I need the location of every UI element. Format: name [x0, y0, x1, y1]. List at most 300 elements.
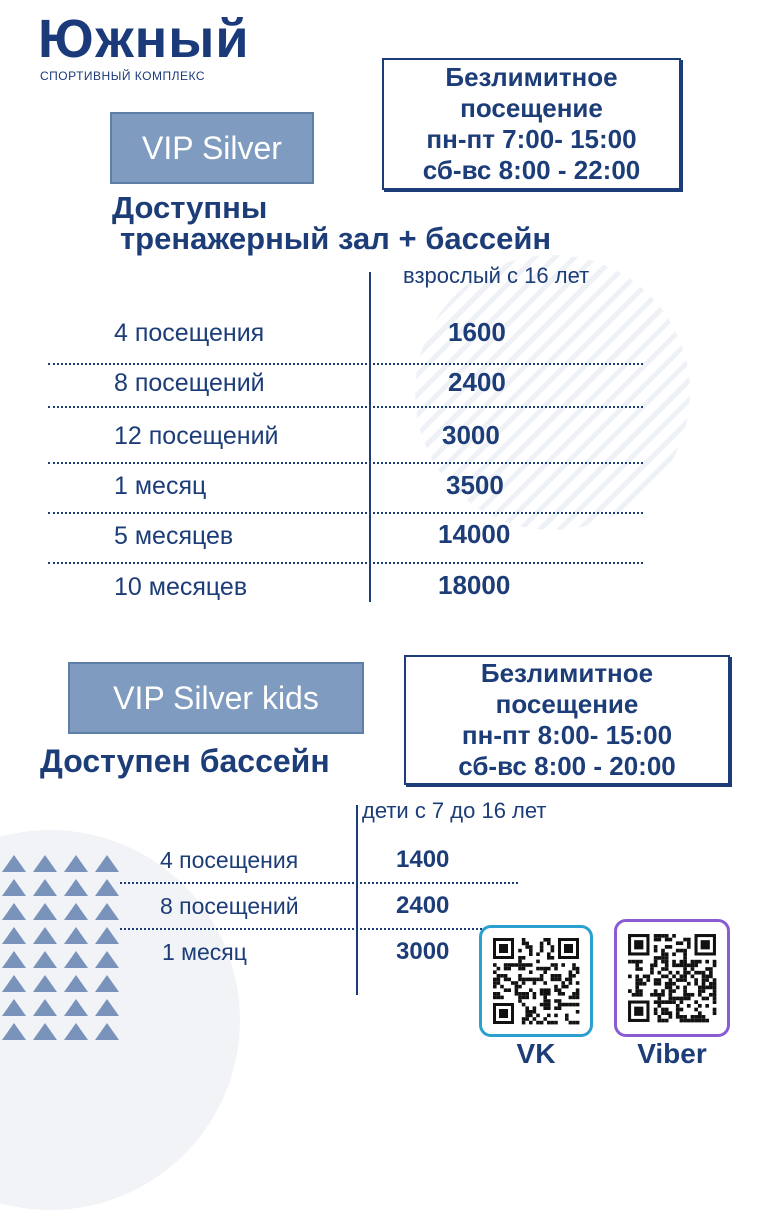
qr-module [540, 967, 544, 971]
silver-schedule-line: Безлимитное [445, 62, 618, 92]
qr-module [669, 993, 673, 997]
row-price: 3500 [446, 470, 504, 500]
qr-module [705, 1004, 709, 1008]
qr-module [507, 963, 511, 967]
qr-module [504, 978, 508, 982]
qr-module [533, 992, 537, 996]
triangle-shape [95, 903, 119, 920]
qr-module [683, 1019, 687, 1023]
qr-module [683, 963, 687, 967]
qr-module [554, 967, 558, 971]
qr-module [628, 960, 632, 964]
qr-module [661, 993, 665, 997]
qr-module [540, 988, 544, 992]
qr-module [691, 963, 695, 967]
qr-module [683, 960, 687, 964]
row-label: 4 посещения [114, 319, 265, 347]
qr-module [525, 945, 529, 949]
qr-module [632, 960, 636, 964]
qr-module [533, 1017, 537, 1021]
qr-module [709, 967, 713, 971]
qr-module [672, 963, 676, 967]
qr-module [669, 997, 673, 1001]
qr-module [635, 967, 639, 971]
qr-module [525, 978, 529, 982]
table-row [48, 364, 643, 408]
row-label: 12 посещений [114, 422, 279, 450]
qr-module [672, 960, 676, 964]
qr-module [536, 952, 540, 956]
qr-module [493, 970, 497, 974]
qr-module [661, 960, 665, 964]
qr-module [676, 1015, 680, 1019]
qr-module [518, 956, 522, 960]
qr-module [665, 1011, 669, 1015]
silver-heading-line1: Доступны [112, 190, 268, 225]
triangle-shape [2, 1023, 26, 1040]
triangle-shape [64, 855, 88, 872]
qr-module [669, 986, 673, 990]
qr-module [547, 1006, 551, 1010]
triangle-shape [2, 951, 26, 968]
qr-module [572, 963, 576, 967]
qr-module [551, 978, 555, 982]
qr-module [713, 989, 717, 993]
qr-module [493, 992, 497, 996]
qr-module [493, 985, 497, 989]
qr-module [672, 982, 676, 986]
qr-module [713, 997, 717, 1001]
qr-module [547, 942, 551, 946]
triangle-shape [33, 951, 57, 968]
qr-module [554, 974, 558, 978]
qr-module [691, 1019, 695, 1023]
qr-module [713, 982, 717, 986]
qr-module [576, 1010, 580, 1014]
qr-code-icon [492, 937, 580, 1025]
qr-finder-inner [499, 944, 508, 953]
qr-module [639, 978, 643, 982]
qr-module [628, 989, 632, 993]
qr-module [691, 975, 695, 979]
qr-module [657, 971, 661, 975]
qr-module [522, 992, 526, 996]
vip-silver-kids-tag-label: VIP Silver kids [113, 679, 319, 716]
triangle-shape [95, 975, 119, 992]
qr-module [669, 1011, 673, 1015]
qr-module [497, 974, 501, 978]
qr-module [569, 970, 573, 974]
qr-module [518, 978, 522, 982]
qr-module [533, 996, 537, 1000]
kids-schedule-line: Безлимитное [480, 658, 654, 688]
qr-module [576, 1021, 580, 1025]
qr-module [698, 960, 702, 964]
qr-module [713, 960, 717, 964]
qr-module [576, 996, 580, 1000]
triangle-shape [64, 999, 88, 1016]
qr-module [665, 967, 669, 971]
triangle-shape [33, 903, 57, 920]
qr-module [680, 975, 684, 979]
qr-module [635, 993, 639, 997]
qr-module [657, 1019, 661, 1023]
qr-module [665, 1000, 669, 1004]
qr-module [694, 1015, 698, 1019]
table-row [48, 464, 643, 514]
qr-module [547, 956, 551, 960]
vip-silver-tag-label: VIP Silver [142, 129, 282, 166]
qr-module [683, 986, 687, 990]
triangle-shape [33, 1023, 57, 1040]
qr-module [518, 949, 522, 953]
qr-module [661, 1000, 665, 1004]
qr-module [683, 967, 687, 971]
qr-module [547, 967, 551, 971]
qr-finder-inner [564, 944, 573, 953]
qr-module [680, 960, 684, 964]
qr-module [569, 996, 573, 1000]
qr-module [654, 938, 658, 942]
kids-schedule-line: сб-вс 8:00 - 20:00 [458, 751, 676, 781]
vk-label: VK [516, 1038, 556, 1069]
qr-module [493, 996, 497, 1000]
triangle-shape [2, 903, 26, 920]
qr-module [691, 993, 695, 997]
qr-module [713, 1011, 717, 1015]
qr-module [643, 982, 647, 986]
qr-module [698, 1019, 702, 1023]
qr-module [687, 938, 691, 942]
qr-module [683, 952, 687, 956]
qr-module [576, 1003, 580, 1007]
qr-module [683, 949, 687, 953]
qr-module [543, 992, 547, 996]
qr-module [547, 1014, 551, 1018]
qr-module [654, 949, 658, 953]
qr-module [646, 978, 650, 982]
qr-module [547, 1021, 551, 1025]
qr-module [529, 978, 533, 982]
qr-module [694, 1008, 698, 1012]
qr-module [522, 956, 526, 960]
qr-module [529, 949, 533, 953]
qr-module [705, 986, 709, 990]
triangle-shape [2, 879, 26, 896]
qr-module [698, 993, 702, 997]
qr-module [561, 981, 565, 985]
qr-module [669, 945, 673, 949]
silver-schedule-line: сб-вс 8:00 - 22:00 [422, 155, 641, 185]
qr-module [543, 1006, 547, 1010]
qr-module [522, 1021, 526, 1025]
qr-module [533, 981, 537, 985]
qr-module [676, 986, 680, 990]
triangle-shape [95, 1023, 119, 1040]
vk-qr-code[interactable] [479, 925, 593, 1037]
qr-module [680, 1019, 684, 1023]
qr-module [529, 963, 533, 967]
qr-module [525, 963, 529, 967]
triangle-shape [2, 855, 26, 872]
qr-module [687, 971, 691, 975]
triangle-shape [2, 927, 26, 944]
triangle-shape [95, 927, 119, 944]
qr-module [540, 978, 544, 982]
qr-module [683, 978, 687, 982]
qr-module [672, 952, 676, 956]
qr-module [676, 963, 680, 967]
qr-module [493, 963, 497, 967]
qr-module [654, 982, 658, 986]
qr-module [522, 981, 526, 985]
table-row [48, 514, 643, 564]
qr-module [576, 992, 580, 996]
qr-module [657, 1015, 661, 1019]
qr-module [515, 988, 519, 992]
row-price: 1600 [448, 317, 506, 347]
triangle-shape [64, 975, 88, 992]
qr-module [661, 975, 665, 979]
qr-module [522, 963, 526, 967]
qr-module [551, 963, 555, 967]
qr-module [533, 1010, 537, 1014]
qr-module [558, 1003, 562, 1007]
qr-module [702, 989, 706, 993]
qr-finder-inner [634, 1007, 643, 1016]
qr-module [705, 975, 709, 979]
qr-module [554, 1021, 558, 1025]
qr-module [558, 999, 562, 1003]
qr-module [657, 1000, 661, 1004]
qr-module [654, 1008, 658, 1012]
table-row [48, 566, 643, 606]
qr-module [680, 1015, 684, 1019]
qr-module [713, 963, 717, 967]
qr-module [646, 975, 650, 979]
qr-module [558, 978, 562, 982]
qr-module [511, 981, 515, 985]
qr-module [694, 1000, 698, 1004]
qr-module [497, 992, 501, 996]
qr-module [639, 989, 643, 993]
qr-module [558, 974, 562, 978]
table-row [48, 313, 643, 365]
qr-module [665, 963, 669, 967]
qr-module [705, 978, 709, 982]
viber-qr-code[interactable] [614, 919, 730, 1037]
table-row [48, 414, 643, 464]
qr-module [672, 989, 676, 993]
qr-module [654, 963, 658, 967]
qr-module [654, 993, 658, 997]
qr-module [657, 978, 661, 982]
qr-module [576, 970, 580, 974]
triangle-shape [64, 951, 88, 968]
qr-module [504, 974, 508, 978]
qr-module [661, 956, 665, 960]
qr-module [576, 981, 580, 985]
qr-module [561, 992, 565, 996]
qr-module [536, 1014, 540, 1018]
qr-module [657, 956, 661, 960]
row-label: 8 посещений [114, 369, 265, 397]
qr-module [507, 988, 511, 992]
table-row [120, 934, 518, 974]
vip-silver-kids-tag [68, 662, 364, 734]
kids-heading: Доступен бассейн [40, 743, 330, 779]
qr-code-icon [627, 933, 717, 1023]
qr-module [683, 971, 687, 975]
qr-module [687, 945, 691, 949]
qr-module [569, 981, 573, 985]
qr-module [529, 1021, 533, 1025]
qr-finder-inner [701, 940, 710, 949]
qr-module [657, 982, 661, 986]
logo-title: Южный [38, 9, 250, 69]
qr-module [635, 963, 639, 967]
qr-module [657, 997, 661, 1001]
qr-module [547, 992, 551, 996]
qr-module [661, 1008, 665, 1012]
qr-module [650, 993, 654, 997]
qr-module [551, 949, 555, 953]
qr-module [676, 978, 680, 982]
qr-module [540, 1003, 544, 1007]
qr-module [543, 967, 547, 971]
qr-module [522, 967, 526, 971]
qr-module [687, 997, 691, 1001]
qr-finder-inner [499, 1009, 508, 1018]
qr-module [518, 999, 522, 1003]
qr-module [565, 985, 569, 989]
qr-module [687, 993, 691, 997]
qr-module [680, 1008, 684, 1012]
qr-module [547, 938, 551, 942]
qr-module [669, 982, 673, 986]
qr-module [694, 982, 698, 986]
qr-module [680, 949, 684, 953]
qr-module [576, 967, 580, 971]
qr-module [565, 1017, 569, 1021]
qr-module [543, 1017, 547, 1021]
qr-module [500, 985, 504, 989]
silver-schedule-line: посещение [460, 93, 603, 123]
qr-module [665, 945, 669, 949]
triangle-shape [33, 999, 57, 1016]
qr-module [650, 967, 654, 971]
qr-module [643, 975, 647, 979]
qr-finder-inner [634, 940, 643, 949]
qr-module [507, 967, 511, 971]
qr-module [676, 1011, 680, 1015]
qr-module [709, 993, 713, 997]
qr-module [698, 1004, 702, 1008]
qr-module [691, 960, 695, 964]
qr-module [540, 945, 544, 949]
kids-age-note: дети с 7 до 16 лет [362, 798, 547, 823]
qr-module [632, 993, 636, 997]
qr-module [665, 1019, 669, 1023]
triangle-shape [95, 951, 119, 968]
qr-module [635, 960, 639, 964]
qr-module [543, 999, 547, 1003]
qr-module [705, 997, 709, 1001]
qr-module [702, 971, 706, 975]
qr-module [561, 985, 565, 989]
qr-module [683, 956, 687, 960]
qr-module [529, 970, 533, 974]
qr-module [680, 963, 684, 967]
row-price: 18000 [438, 570, 511, 600]
silver-schedule-line: пн-пт 7:00- 15:00 [426, 124, 637, 154]
qr-module [504, 988, 508, 992]
row-label: 5 месяцев [114, 522, 234, 550]
qr-module [515, 963, 519, 967]
qr-module [565, 1003, 569, 1007]
qr-module [497, 981, 501, 985]
qr-module [518, 963, 522, 967]
qr-module [661, 952, 665, 956]
qr-module [680, 997, 684, 1001]
qr-module [507, 978, 511, 982]
qr-module [569, 974, 573, 978]
qr-module [529, 1014, 533, 1018]
qr-module [654, 1011, 658, 1015]
qr-module [543, 988, 547, 992]
viber-label: Viber [637, 1038, 707, 1069]
qr-module [572, 967, 576, 971]
qr-module [639, 960, 643, 964]
qr-module [654, 978, 658, 982]
qr-module [522, 1017, 526, 1021]
row-price: 3000 [396, 938, 450, 965]
qr-module [694, 971, 698, 975]
qr-module [533, 978, 537, 982]
qr-module [672, 997, 676, 1001]
qr-module [665, 952, 669, 956]
qr-module [702, 986, 706, 990]
qr-module [669, 971, 673, 975]
qr-module [561, 963, 565, 967]
qr-module [665, 975, 669, 979]
qr-module [554, 963, 558, 967]
qr-module [540, 942, 544, 946]
triangle-shape [95, 855, 119, 872]
qr-module [709, 982, 713, 986]
qr-module [702, 975, 706, 979]
qr-module [518, 967, 522, 971]
qr-module [665, 938, 669, 942]
qr-module [518, 992, 522, 996]
qr-module [698, 971, 702, 975]
triangle-shape [2, 999, 26, 1016]
triangle-shape [33, 879, 57, 896]
qr-module [529, 988, 533, 992]
qr-module [572, 974, 576, 978]
qr-module [635, 982, 639, 986]
triangle-shape [95, 879, 119, 896]
qr-module [554, 1006, 558, 1010]
qr-module [635, 978, 639, 982]
qr-module [558, 1006, 562, 1010]
qr-module [497, 967, 501, 971]
qr-module [515, 985, 519, 989]
qr-module [654, 956, 658, 960]
qr-module [504, 963, 508, 967]
qr-module [665, 982, 669, 986]
qr-module [522, 996, 526, 1000]
